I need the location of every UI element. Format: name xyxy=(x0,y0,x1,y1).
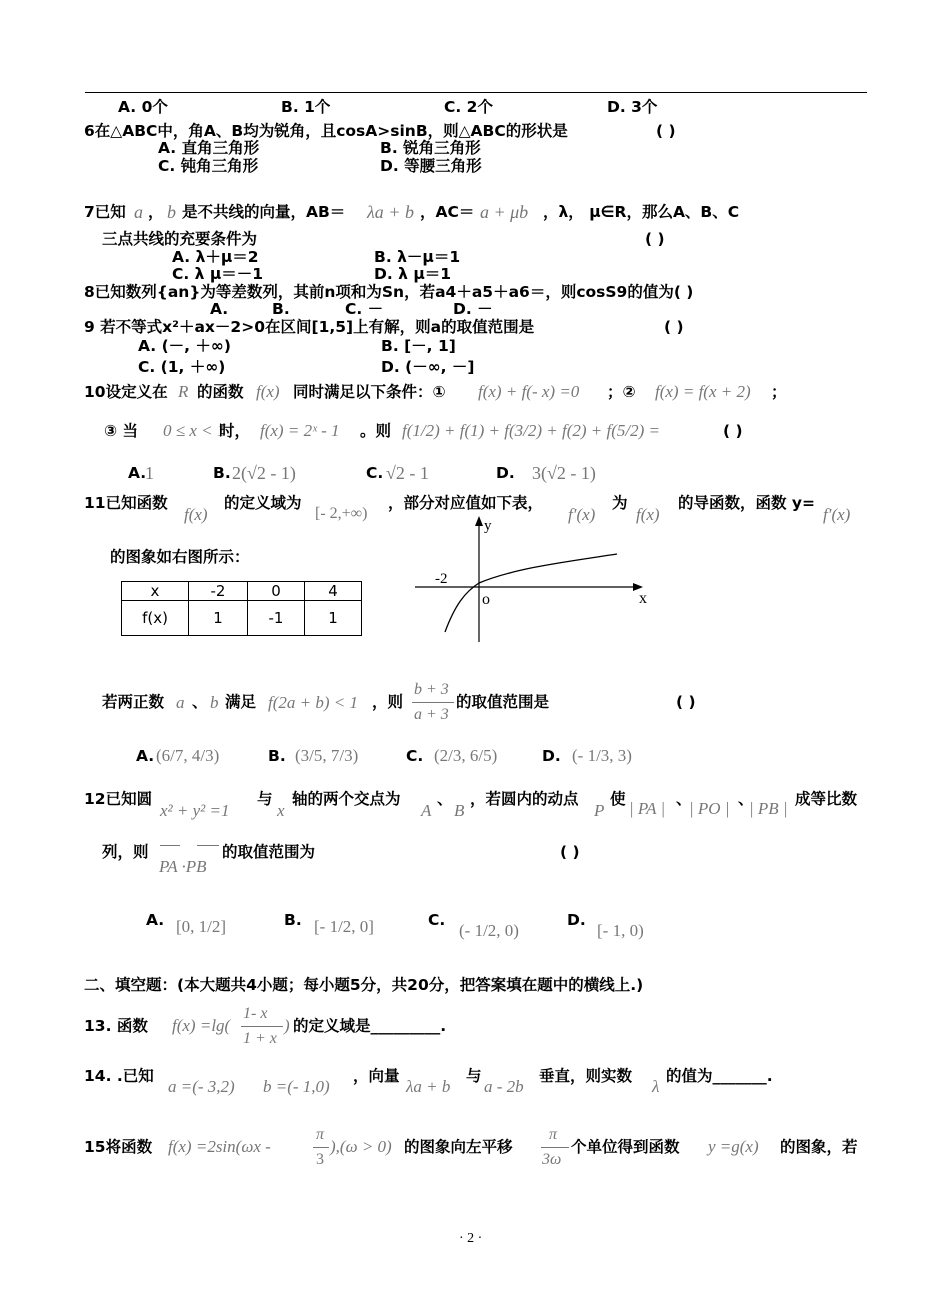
q12-arrow-pa xyxy=(160,845,180,846)
q7-stem-line2: 三点共线的充要条件为 xyxy=(102,230,258,248)
q14-vector-b: b =(- 1,0) xyxy=(263,1077,330,1096)
q11-a: a xyxy=(176,693,185,712)
q10-range: 0 ≤ x < 1 xyxy=(163,421,226,440)
q15-g: y =g(x) xyxy=(708,1137,759,1156)
q7-option-b: B. λ－μ＝1 xyxy=(374,248,461,266)
q11-fprime2: f′(x) xyxy=(823,505,851,524)
q10-cond2: f(x) = f(x + 2) xyxy=(655,382,751,401)
q15-function-2: ),(ω > 0) xyxy=(330,1137,392,1156)
q10-option-a-label: A. xyxy=(128,464,147,482)
q10-stem-6: 。则 xyxy=(360,422,392,440)
q11-option-a-value: (6/7, 4/3) xyxy=(156,746,220,765)
q12-option-c-label: C. xyxy=(428,911,446,929)
q9-option-c: C. (1, ＋∞) xyxy=(138,358,226,376)
q15-shift-num: π xyxy=(549,1126,558,1143)
q11-option-a-label: A. xyxy=(136,747,155,765)
table-header-cell: -2 xyxy=(189,582,248,601)
q10-semi: ；② xyxy=(607,383,636,401)
q6-paren: ( ) xyxy=(656,122,676,140)
q12-x: x xyxy=(277,801,285,820)
q10-option-a-value: 1 xyxy=(145,463,154,483)
q8-option-a: A. xyxy=(210,300,229,318)
q11-derivative-graph xyxy=(405,510,665,645)
q11-cond-1: 若两正数 xyxy=(102,693,165,711)
q12-PA: | PA | xyxy=(629,799,666,818)
q9-paren: ( ) xyxy=(664,318,684,336)
q7-option-c: C. λ μ＝－1 xyxy=(172,265,264,283)
q13-frac-num: 1- x xyxy=(243,1005,268,1022)
q7-vector-a: a xyxy=(134,202,143,222)
q10-paren: ( ) xyxy=(723,422,743,440)
q11-stem-line2: 的图象如右图所示： xyxy=(110,548,250,566)
q12-A: A xyxy=(421,801,432,820)
q15-shift-den: 3ω xyxy=(542,1151,562,1168)
q14-stem-3: 与 xyxy=(466,1067,482,1085)
q12-sep3: 、 xyxy=(738,790,754,808)
q8-option-d: D. － xyxy=(453,300,493,318)
q13-close: ) xyxy=(284,1016,290,1035)
q11-stem-3: ，部分对应值如下表， xyxy=(388,494,544,512)
q10-option-b-label: B. xyxy=(213,464,231,482)
q12-option-b-value: [- 1/2, 0] xyxy=(314,917,374,936)
q11-cond-2: 满足 xyxy=(225,693,257,711)
q11-option-d-value: (- 1/3, 3) xyxy=(572,746,632,765)
q12-sep: 、 xyxy=(437,790,453,808)
q10-cond1: f(x) + f(- x) =0 xyxy=(478,382,580,401)
q13-fx: f(x) =lg( xyxy=(172,1016,231,1035)
q11-paren: ( ) xyxy=(676,693,696,711)
q12-option-a-label: A. xyxy=(146,911,165,929)
q10-stem-1: 10设定义在 xyxy=(84,383,168,401)
q12-B: B xyxy=(454,801,465,820)
q15-stem-3: 个单位得到函数 xyxy=(571,1138,680,1156)
q10-semi2: ； xyxy=(771,383,787,401)
q12-sep2: 、 xyxy=(676,790,692,808)
q10-R: R xyxy=(178,382,189,401)
q8-option-c: C. － xyxy=(345,300,384,318)
q12-stem-2: 与 xyxy=(257,790,273,808)
q11-fprime: f′(x) xyxy=(568,505,596,524)
q15-shift-bar xyxy=(541,1147,569,1148)
q11-fx: f(x) xyxy=(184,505,208,524)
q14-expr-1: λa + b xyxy=(406,1077,451,1096)
q13-stem-1: 13. 函数 xyxy=(84,1017,148,1035)
q12-stem-line2b: 的取值范围为 xyxy=(222,843,316,861)
q7-option-d: D. λ μ＝1 xyxy=(374,265,452,283)
q11-value-table xyxy=(121,581,362,636)
graph-x-label: x xyxy=(639,590,647,607)
table-cell: -1 xyxy=(248,601,305,636)
q5-option-c: C. 2个 xyxy=(444,98,493,116)
q14-stem-5: 的值为_______. xyxy=(666,1067,773,1085)
q12-stem-5: 使 xyxy=(610,790,626,808)
q10-stem-3: 同时满足以下条件：① xyxy=(293,383,446,401)
q11-option-b-label: B. xyxy=(268,747,286,765)
graph-tick-label: -2 xyxy=(435,571,448,587)
q10-stem-2: 的函数 xyxy=(197,383,244,401)
q11-frac-bar xyxy=(412,702,454,703)
q10-option-c-value: √2 - 1 xyxy=(386,463,429,483)
q7-paren: ( ) xyxy=(645,230,665,248)
q15-frac-bar xyxy=(313,1147,329,1148)
q11-stem-1: 11已知函数 xyxy=(84,494,168,512)
q12-stem-line2a: 列，则 xyxy=(102,843,149,861)
q14-vector-a: a =(- 3,2) xyxy=(168,1077,235,1096)
q12-option-c-value: (- 1/2, 0) xyxy=(459,921,519,940)
table-cell: 1 xyxy=(305,601,362,636)
q11-option-b-value: (3/5, 7/3) xyxy=(295,746,359,765)
graph-origin-label: o xyxy=(482,591,490,608)
q11-stem-4: 为 xyxy=(612,494,628,512)
section-2-heading: 二、填空题：(本大题共4小题；每小题5分，共20分，把答案填在题中的横线上.) xyxy=(84,976,644,994)
q7-ab-expr: λa + b xyxy=(367,202,414,222)
q14-stem-4: 垂直，则实数 xyxy=(539,1067,633,1085)
q11-domain: [- 2,+∞) xyxy=(315,505,368,522)
q10-option-d-value: 3(√2 - 1) xyxy=(532,463,596,483)
q7-option-a: A. λ＋μ＝2 xyxy=(172,248,259,266)
q13-frac-bar xyxy=(241,1026,283,1027)
table-cell: f(x) xyxy=(122,601,189,636)
q10-cond3: f(x) = 2ˣ - 1 xyxy=(260,421,340,440)
q15-pi: π xyxy=(316,1126,325,1143)
q6-stem: 6在△ABC中，角A、B均为锐角，且cosA>sinB，则△ABC的形状是 xyxy=(84,122,568,140)
q10-option-b-value: 2(√2 - 1) xyxy=(232,463,296,483)
q11-cond-4: 的取值范围是 xyxy=(456,693,550,711)
q15-three: 3 xyxy=(316,1151,324,1168)
table-header-cell: x xyxy=(122,582,189,601)
q12-paren: ( ) xyxy=(560,843,580,861)
q11-frac-num: b + 3 xyxy=(414,681,449,698)
q11-stem-2: 的定义域为 xyxy=(224,494,302,512)
q12-stem-4: ，若圆内的动点 xyxy=(470,790,579,808)
q15-function: f(x) =2sin(ωx - xyxy=(168,1137,271,1156)
q15-stem-2: 的图象向左平移 xyxy=(404,1138,513,1156)
q13-frac-den: 1 + x xyxy=(243,1030,277,1047)
q12-option-a-value: [0, 1/2] xyxy=(176,917,227,936)
q11-cond-3: ，则 xyxy=(372,693,404,711)
q10-option-c-label: C. xyxy=(366,464,384,482)
q8-option-b: B. xyxy=(272,300,290,318)
graph-curve xyxy=(445,554,617,632)
q14-expr-2: a - 2b xyxy=(484,1077,524,1096)
q11-option-c-value: (2/3, 6/5) xyxy=(434,746,498,765)
q11-option-c-label: C. xyxy=(406,747,424,765)
q11-frac-den: a + 3 xyxy=(414,706,449,723)
q10-option-d-label: D. xyxy=(496,464,515,482)
q6-option-b: B. 锐角三角形 xyxy=(380,139,481,157)
q10-fx: f(x) xyxy=(256,382,280,401)
q12-stem-3: 轴的两个交点为 xyxy=(292,790,401,808)
q9-option-b: B. [－, 1] xyxy=(381,337,456,355)
q11-sep: 、 xyxy=(192,693,208,711)
graph-y-label: y xyxy=(484,518,492,534)
q12-stem-6: 成等比数 xyxy=(795,790,858,808)
q12-dot-product: PA ·PB xyxy=(159,857,207,876)
q5-option-b: B. 1个 xyxy=(281,98,331,116)
q11-stem-5: 的导函数，函数 y= xyxy=(678,494,815,512)
q12-option-d-label: D. xyxy=(567,911,586,929)
q14-lambda: λ xyxy=(652,1077,660,1096)
q13-stem-2: 的定义域是_________. xyxy=(293,1017,447,1035)
q12-arrow-pb xyxy=(197,845,219,846)
q10-stem-5: 时， xyxy=(219,422,251,440)
q12-PB: | PB | xyxy=(749,799,788,818)
q6-option-a: A. 直角三角形 xyxy=(158,139,260,157)
q6-option-d: D. 等腰三角形 xyxy=(380,157,482,175)
q14-stem-1: 14. .已知 xyxy=(84,1067,154,1085)
q8-stem: 8已知数列{an}为等差数列，其前n项和为Sn，若a4＋a5＋a6＝，则cosS9的值为( ) xyxy=(84,283,694,301)
q12-option-d-value: [- 1, 0) xyxy=(597,921,644,940)
q9-option-a: A. (－, ＋∞) xyxy=(138,337,231,355)
q7-vector-b: b xyxy=(167,202,176,222)
page-number: · 2 · xyxy=(459,1231,483,1246)
table-header-cell: 4 xyxy=(305,582,362,601)
q7-comma: ， xyxy=(148,203,164,221)
graph-y-arrow xyxy=(475,516,483,526)
table-header-cell: 0 xyxy=(248,582,305,601)
q7-stem-3: ，AC＝ xyxy=(420,203,475,221)
q7-stem-4: ，λ， μ∈R，那么A、B、C xyxy=(543,203,740,221)
q10-sum: f(1/2) + f(1) + f(3/2) + f(2) + f(5/2) = xyxy=(402,421,661,440)
q15-stem-4: 的图象，若 xyxy=(780,1138,858,1156)
q5-option-a: A. 0个 xyxy=(118,98,168,116)
q10-stem-4: ③ 当 xyxy=(104,422,139,440)
q11-ineq: f(2a + b) < 1 xyxy=(268,693,358,712)
q11-b: b xyxy=(210,693,219,712)
table-cell: 1 xyxy=(189,601,248,636)
q14-stem-2: ，向量 xyxy=(353,1067,400,1085)
q9-stem: 9 若不等式x²＋ax－2>0在区间[1,5]上有解，则a的取值范围是 xyxy=(84,318,535,336)
q15-stem-1: 15将函数 xyxy=(84,1138,153,1156)
q12-PO: | PO | xyxy=(689,799,730,818)
q11-option-d-label: D. xyxy=(542,747,561,765)
q12-P: P xyxy=(594,801,605,820)
q6-option-c: C. 钝角三角形 xyxy=(158,157,259,175)
q7-stem-1: 7已知 xyxy=(84,203,126,221)
q7-ac-expr: a + μb xyxy=(480,202,529,222)
q9-option-d: D. (－∞, －] xyxy=(381,358,475,376)
q11-fx2: f(x) xyxy=(636,505,660,524)
q7-stem-2: 是不共线的向量，AB＝ xyxy=(182,203,346,221)
q12-stem-1: 12已知圆 xyxy=(84,790,153,808)
header-rule xyxy=(85,92,867,93)
q12-option-b-label: B. xyxy=(284,911,302,929)
q5-option-d: D. 3个 xyxy=(607,98,658,116)
q12-circle: x² + y² =1 xyxy=(160,801,230,820)
